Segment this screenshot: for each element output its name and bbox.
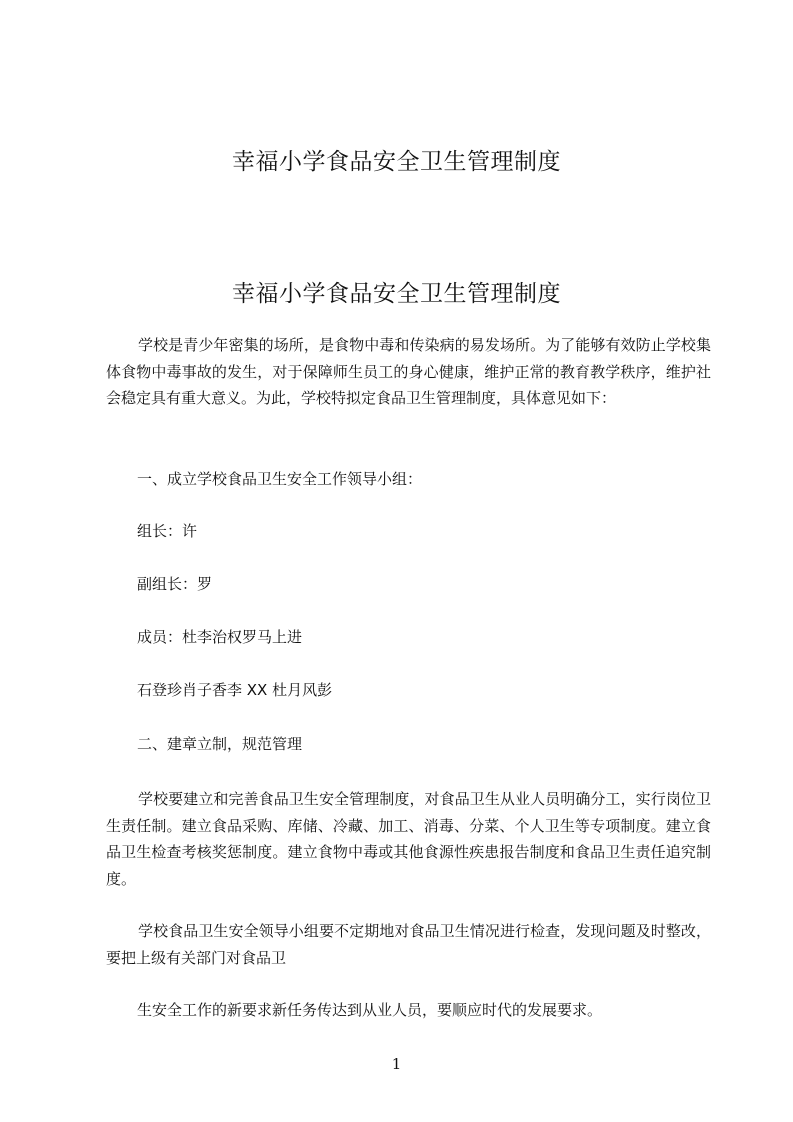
members-line-1: 成员：杜李治权罗马上进 — [137, 628, 303, 646]
inspection-paragraph: 学校食品卫生安全领导小组要不定期地对食品卫生情况进行检查，发现问题及时整改，要把上级有关部门对食品卫 — [106, 922, 711, 967]
rules-paragraph: 学校要建立和完善食品卫生安全管理制度，对食品卫生从业人员明确分工，实行岗位卫生责任制。建立食品采购、库储、冷藏、加工、消毒、分菜、个人卫生等专项制度。建立食品卫生检查考核奖惩制度。建立食物中毒或其他食源性疾患报告制度和食品卫生责任追究制度。 — [106, 790, 711, 888]
requirements-line: 生安全工作的新要求新任务传达到从业人员，要顺应时代的发展要求。 — [137, 1001, 603, 1019]
members-line-2: 石登珍肖子香李 XX 杜月风彭 — [137, 681, 333, 699]
deputy-leader-line: 副组长：罗 — [137, 575, 213, 593]
group-leader-line: 组长：许 — [137, 522, 198, 540]
intro-paragraph: 学校是青少年密集的场所，是食物中毒和传染病的易发场所。为了能够有效防止学校集体食物中毒事故的发生，对于保障师生员工的身心健康，维护正常的教育教学秩序，维护社会稳定具有重大意义。为此，学校特拟定食品卫生管理制度，具体意见如下： — [106, 336, 711, 407]
section-heading-leadership-group: 一、成立学校食品卫生安全工作领导小组： — [137, 470, 423, 488]
page-number: 1 — [391, 1055, 402, 1073]
document-header-title: 幸福小学食品安全卫生管理制度 — [232, 149, 561, 175]
document-main-title: 幸福小学食品安全卫生管理制度 — [232, 281, 561, 307]
section-heading-regulations: 二、建章立制，规范管理 — [137, 735, 303, 753]
